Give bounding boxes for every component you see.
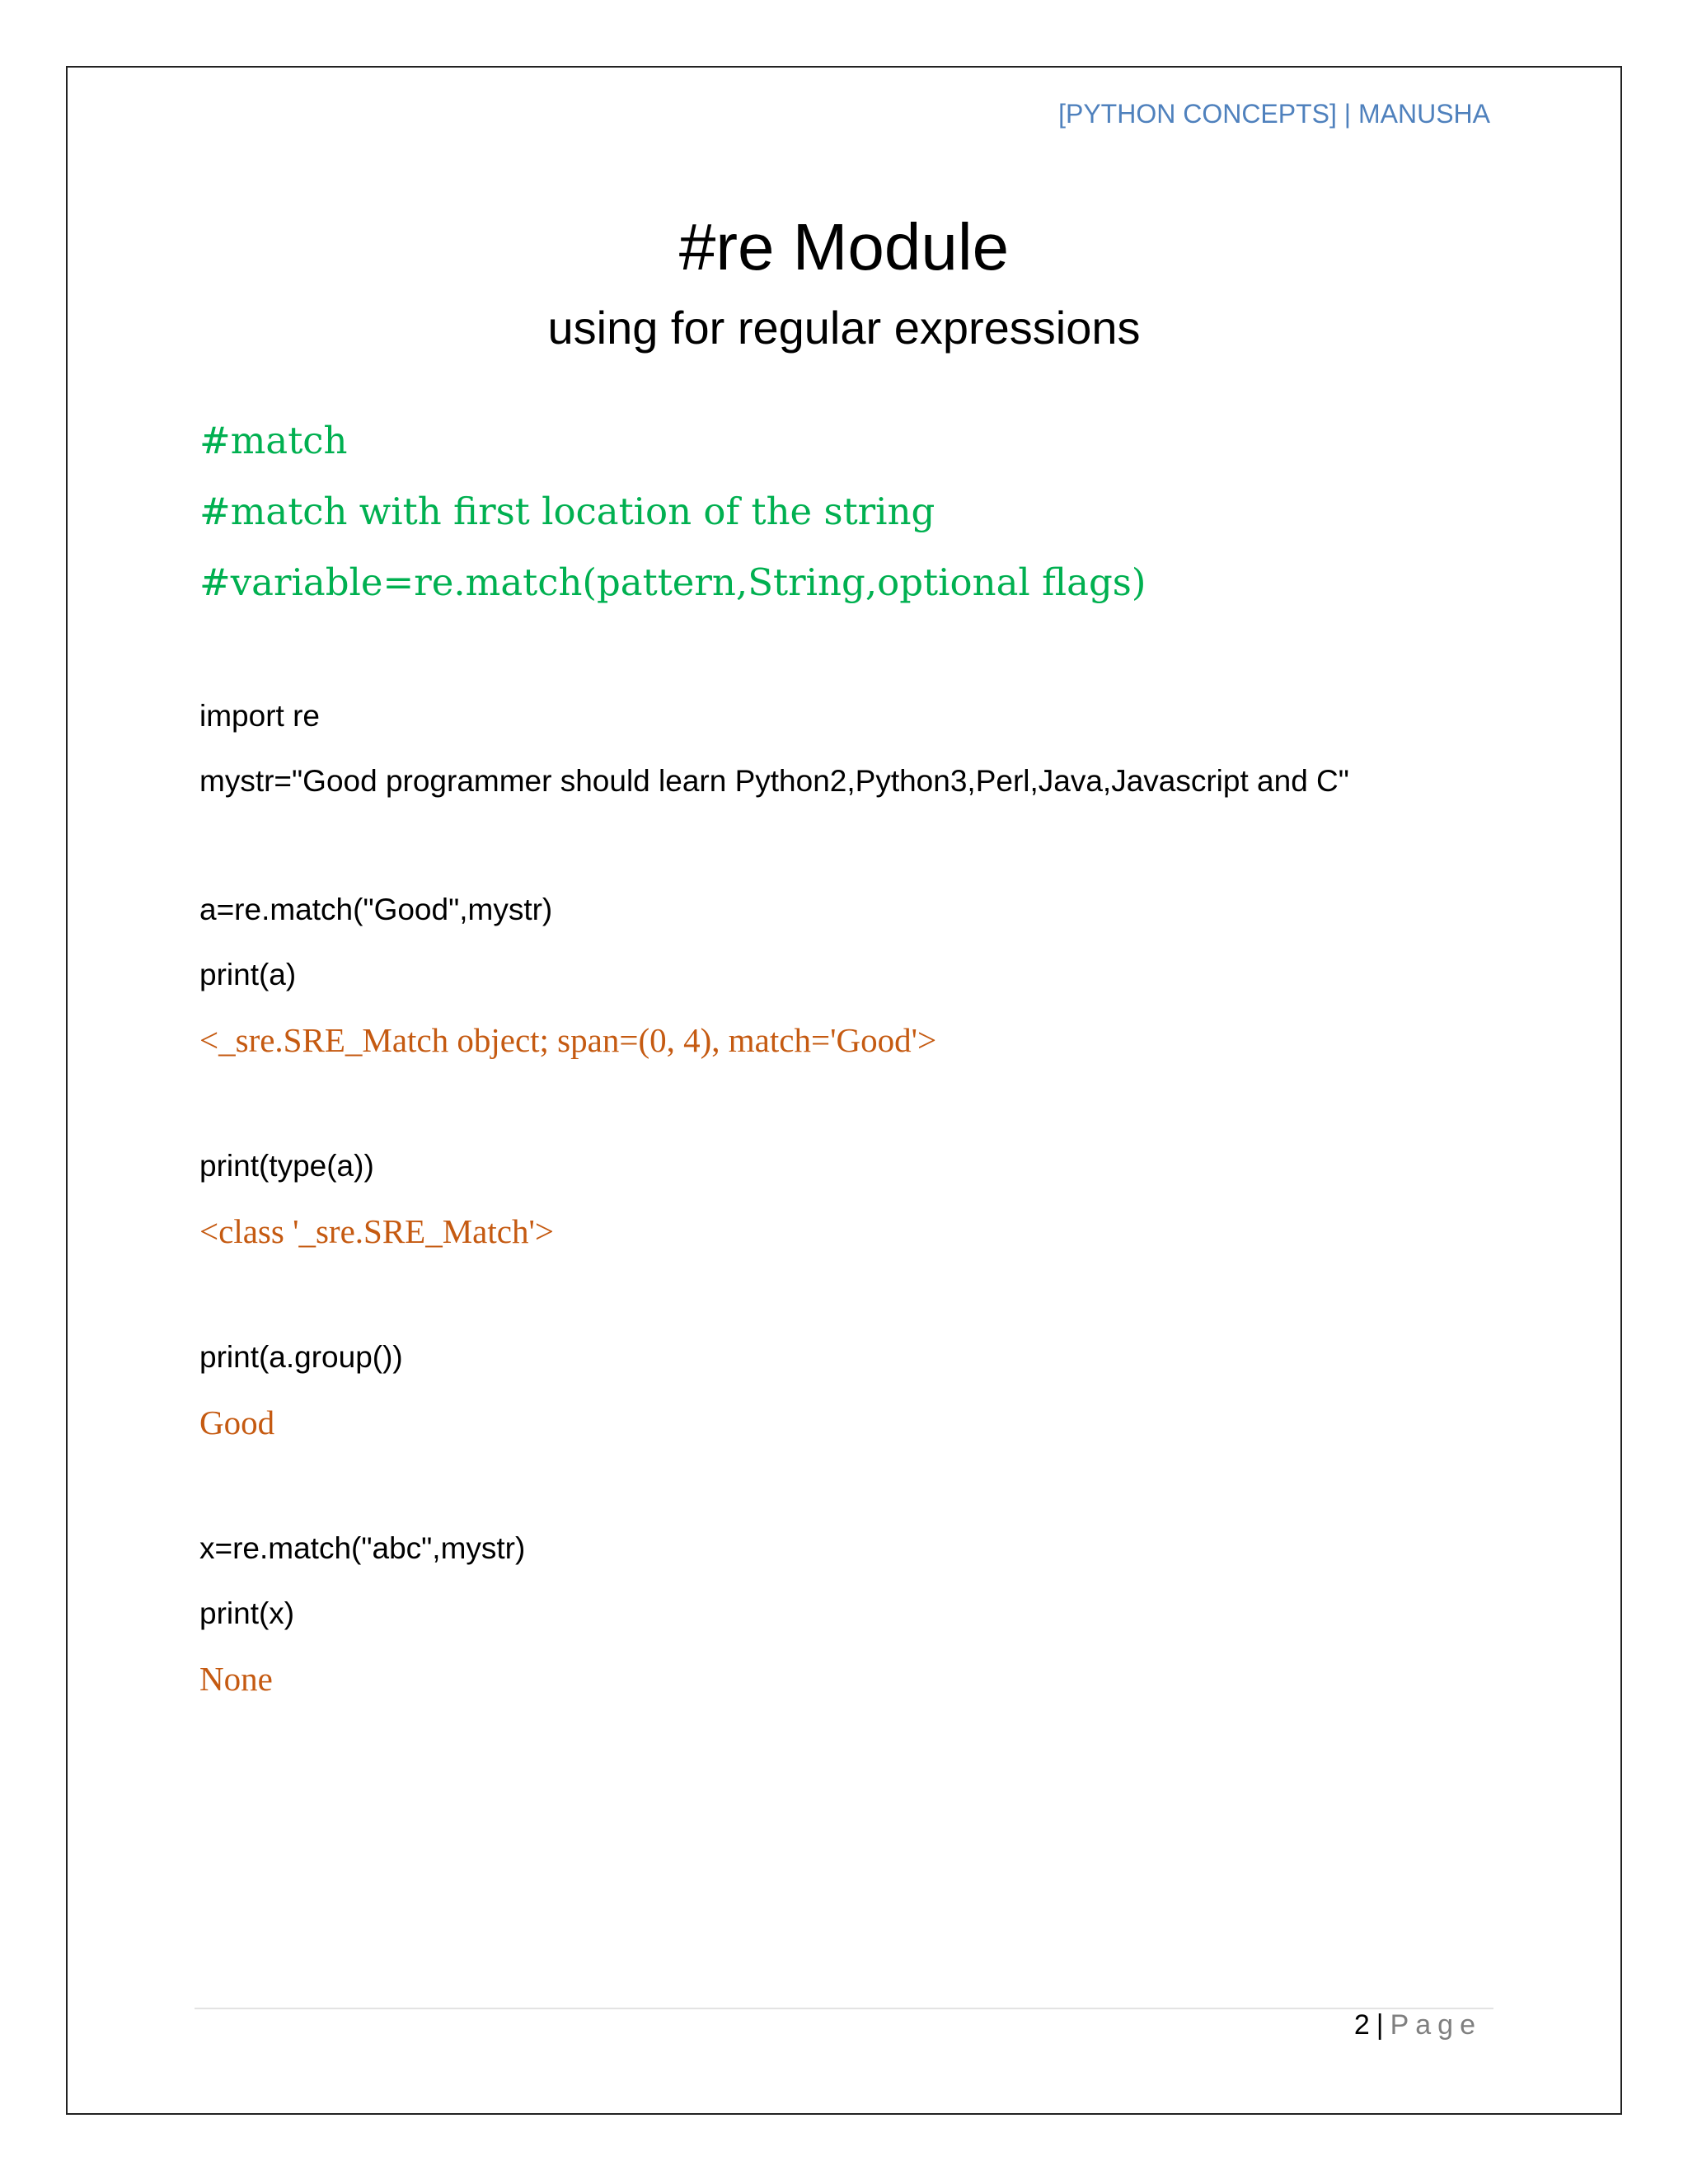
- output-line: <_sre.SRE_Match object; span=(0, 4), match='Good'>: [199, 1021, 937, 1059]
- running-header: [PYTHON CONCEPTS] | MANUSHA: [1058, 99, 1490, 129]
- code-line: mystr="Good programmer should learn Python2,Python3,Perl,Java,Javascript and C": [199, 764, 1349, 798]
- comment-line: #match with first location of the string: [199, 490, 935, 533]
- output-line: None: [199, 1660, 273, 1698]
- page-subtitle: using for regular expressions: [547, 302, 1141, 354]
- code-line: x=re.match("abc",mystr): [199, 1531, 526, 1565]
- output-line: Good: [199, 1404, 275, 1441]
- code-line: print(a.group()): [199, 1340, 403, 1374]
- code-line: a=re.match("Good",mystr): [199, 893, 553, 926]
- page-title: #re Module: [678, 210, 1010, 284]
- footer-separator: |: [1376, 2009, 1384, 2041]
- comment-line: #variable=re.match(pattern,String,optional flags): [199, 560, 1146, 604]
- page-label: Page: [1390, 2009, 1482, 2041]
- code-line: import re: [199, 699, 320, 733]
- code-line: print(a): [199, 958, 297, 991]
- page-border: [66, 66, 1622, 2115]
- code-line: print(type(a)): [199, 1149, 374, 1183]
- page-number: 2: [1353, 2009, 1370, 2041]
- page-footer: [1354, 2009, 1482, 2041]
- output-line: <class '_sre.SRE_Match'>: [199, 1212, 554, 1250]
- comment-line: #match: [199, 419, 348, 462]
- code-line: print(x): [199, 1596, 295, 1630]
- footer-rule: [195, 2008, 1493, 2009]
